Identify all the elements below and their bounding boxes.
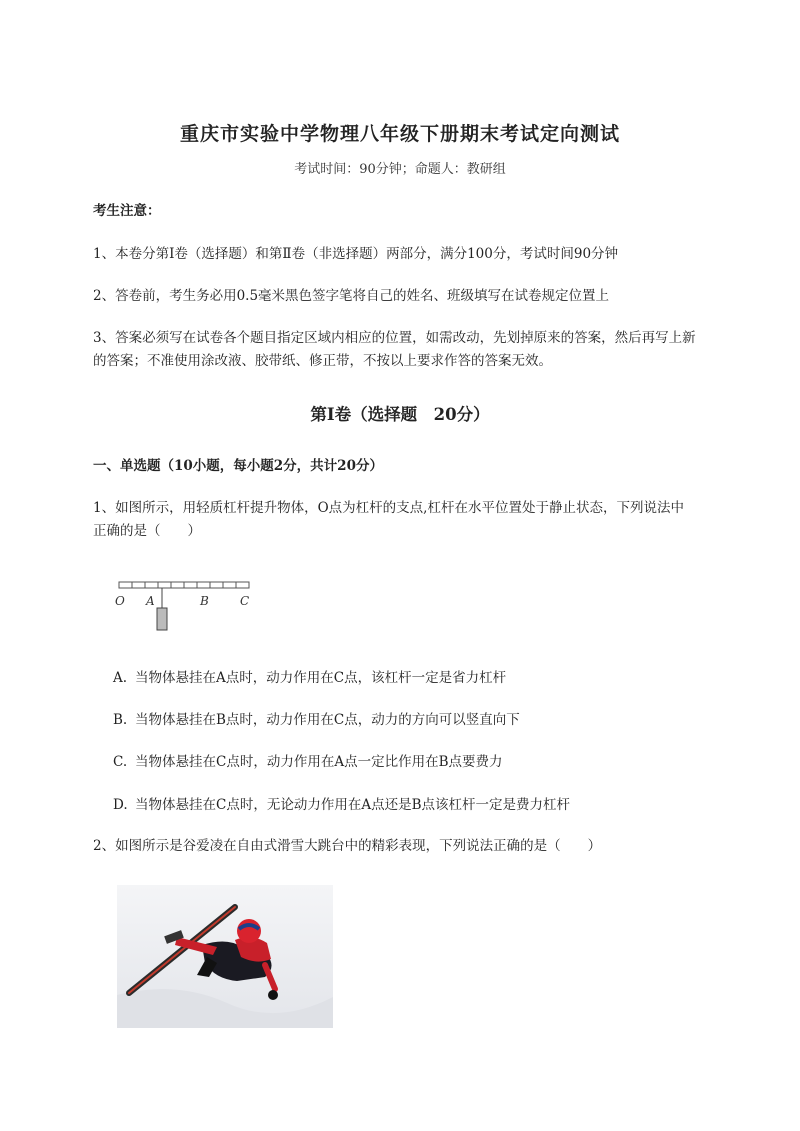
q1-option-b[interactable] <box>113 708 520 728</box>
q1-option-a[interactable] <box>113 666 506 686</box>
part-heading: 一、单选题（10小题，每小题2分，共计20分） <box>93 458 383 474</box>
option-letter: D. <box>113 797 128 813</box>
exam-subtitle: 考试时间：90分钟；命题人：教研组 <box>294 162 506 177</box>
q1-option-c[interactable] <box>113 750 503 770</box>
skier-photo <box>117 885 333 1028</box>
label-b: B <box>200 594 209 608</box>
option-text: 当物体悬挂在B点时，动力作用在C点，动力的方向可以竖直向下 <box>135 712 520 728</box>
option-letter: C. <box>113 754 128 770</box>
label-a: A <box>146 594 155 608</box>
option-text: 当物体悬挂在A点时，动力作用在C点，该杠杆一定是省力杠杆 <box>135 670 507 686</box>
option-letter: A. <box>113 670 128 686</box>
option-text: 当物体悬挂在C点时，动力作用在A点一定比作用在B点要费力 <box>135 754 503 770</box>
notice-item-3: 3、答案必须写在试卷各个题目指定区域内相应的位置，如需改动，先划掉原来的答案，然后再写上新 <box>93 330 696 346</box>
label-c: C <box>240 594 250 608</box>
q2-stem: 2、如图所示是谷爱凌在自由式滑雪大跳台中的精彩表现，下列说法正确的是（ ） <box>93 838 602 854</box>
option-text: 当物体悬挂在C点时，无论动力作用在A点还是B点该杠杆一定是费力杠杆 <box>135 797 570 813</box>
notice-item-1: 1、本卷分第I卷（选择题）和第Ⅱ卷（非选择题）两部分，满分100分，考试时间90分钟 <box>93 246 619 262</box>
hanging-weight <box>157 608 167 630</box>
lever-figure <box>110 575 260 635</box>
lever-bar <box>119 582 249 588</box>
q1-stem-line2: 正确的是（ ） <box>93 523 201 539</box>
section-title: 第I卷（选择题 20分） <box>310 405 490 424</box>
label-o: O <box>115 594 125 608</box>
option-letter: B. <box>113 712 128 728</box>
q1-stem-line1: 1、如图所示，用轻质杠杆提升物体，O点为杠杆的支点,杠杆在水平位置处于静止状态，下列说法中 <box>93 500 684 516</box>
exam-title: 重庆市实验中学物理八年级下册期末考试定向测试 <box>179 123 620 145</box>
notice-item-3-cont: 的答案；不准使用涂改液、胶带纸、修正带，不按以上要求作答的答案无效。 <box>93 353 552 369</box>
q1-option-d[interactable] <box>113 793 570 813</box>
notice-item-2: 2、答卷前，考生务必用0.5毫米黑色签字笔将自己的姓名、班级填写在试卷规定位置上 <box>93 288 610 304</box>
notice-heading: 考生注意： <box>93 203 161 219</box>
